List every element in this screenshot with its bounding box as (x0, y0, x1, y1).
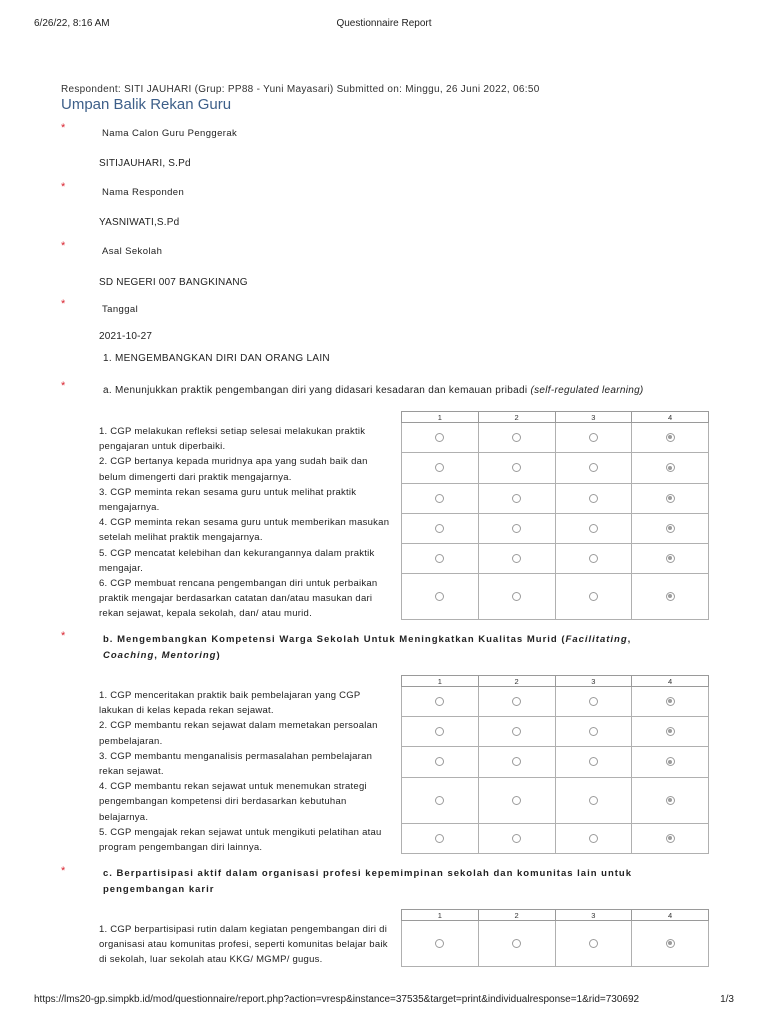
radio-button[interactable] (435, 834, 444, 843)
grid-row (402, 484, 709, 514)
grid-row (402, 824, 709, 854)
radio-button-selected[interactable] (666, 939, 675, 948)
radio-button[interactable] (435, 697, 444, 706)
radio-button[interactable] (512, 727, 521, 736)
list-item: 5. CGP mengajak rekan sejawat untuk mengikuti pelatihan atau (99, 826, 382, 838)
scale-header: 2 (478, 910, 555, 921)
radio-button[interactable] (435, 939, 444, 948)
scale-header: 1 (402, 676, 479, 687)
question-a-title-text: a. Menunjukkan praktik pengembangan diri yang didasari kesadaran dan kemauan pribadi (103, 385, 528, 396)
question-b-facilitating: Facilitating (565, 634, 628, 645)
radio-button[interactable] (435, 433, 444, 442)
list-item: pengembangan kompetensi diri berdasarkan kebutuhan (99, 796, 347, 808)
grid-row (402, 544, 709, 574)
scale-header: 2 (478, 412, 555, 423)
list-item: 5. CGP mencatat kelebihan dan kekurangannya dalam praktik (99, 547, 375, 559)
print-url: https://lms20-gp.simpkb.id/mod/questionnaire/report.php?action=vresp&instance=37535&target=print&individualresponse=1&rid=730692 (34, 994, 640, 1005)
radio-button[interactable] (512, 796, 521, 805)
list-item: belum dimengerti dari praktik mengajarnya. (99, 471, 292, 483)
radio-button[interactable] (435, 757, 444, 766)
radio-button[interactable] (589, 524, 598, 533)
question-c-items (99, 922, 388, 968)
list-item: program pengembangan diri lainnya. (99, 842, 263, 854)
scale-header: 1 (402, 910, 479, 921)
radio-button-selected[interactable] (666, 494, 675, 503)
radio-button[interactable] (512, 757, 521, 766)
question-a-title (103, 385, 644, 396)
form-title: Umpan Balik Rekan Guru (61, 96, 232, 113)
list-item: pengajaran untuk diperbaiki. (99, 441, 226, 453)
grid-row (402, 717, 709, 747)
list-item: 3. CGP meminta rekan sesama guru untuk melihat praktik (99, 486, 357, 498)
radio-button-selected[interactable] (666, 796, 675, 805)
scale-header: 3 (555, 910, 632, 921)
question-c-title-line: c. Berpartisipasi aktif dalam organisasi profesi kepemimpinan sekolah dan komunitas lain untuk (103, 868, 633, 879)
radio-button[interactable] (435, 463, 444, 472)
radio-button[interactable] (435, 592, 444, 601)
required-marker: * (61, 181, 66, 193)
required-marker: * (61, 240, 66, 252)
required-marker: * (61, 865, 66, 877)
radio-button[interactable] (435, 524, 444, 533)
list-item: 6. CGP membuat rencana pengembangan diri untuk perbaikan (99, 578, 378, 590)
radio-button[interactable] (589, 727, 598, 736)
list-item: 2. CGP membantu rekan sejawat dalam memetakan persoalan (99, 720, 378, 732)
grid-row (402, 687, 709, 717)
radio-button[interactable] (589, 592, 598, 601)
question-b-items (99, 688, 382, 855)
required-marker: * (61, 122, 66, 134)
list-item: mengajarnya. (99, 502, 160, 514)
list-item: rekan sejawat. (99, 766, 164, 778)
list-item: 1. CGP melakukan refleksi setiap selesai melakukan praktik (99, 426, 366, 437)
list-item: lakukan di kelas kepada rekan sejawat. (99, 705, 274, 717)
list-item: organisasi atau komunitas profesi, seperti komunitas belajar baik (99, 939, 388, 951)
question-b-title-text: b. Mengembangkan Kompetensi Warga Sekolah Untuk Meningkatkan Kualitas Murid ( (103, 634, 566, 645)
grid-header-row (402, 676, 709, 687)
list-item: 4. CGP meminta rekan sesama guru untuk memberikan masukan (99, 517, 390, 529)
field-label-tanggal: Tanggal (102, 304, 139, 315)
radio-button[interactable] (589, 554, 598, 563)
grid-row (402, 921, 709, 967)
radio-button[interactable] (512, 494, 521, 503)
scale-header: 3 (555, 676, 632, 687)
section-title: 1. MENGEMBANGKAN DIRI DAN ORANG LAIN (103, 353, 330, 364)
radio-button[interactable] (589, 757, 598, 766)
question-b-sep: , (154, 650, 162, 661)
radio-button[interactable] (435, 554, 444, 563)
radio-button-selected[interactable] (666, 697, 675, 706)
list-item: di sekolah, luar sekolah atau KKG/ MGMP/ gugus. (99, 954, 323, 966)
radio-button[interactable] (512, 834, 521, 843)
field-value-tanggal: 2021-10-27 (99, 331, 153, 342)
radio-button[interactable] (589, 834, 598, 843)
list-item: 4. CGP membantu rekan sejawat untuk menemukan strategi (99, 781, 367, 793)
scale-header: 4 (632, 676, 709, 687)
field-label-nama-cgp: Nama Calon Guru Penggerak (102, 128, 238, 139)
question-b-sep: , (627, 634, 632, 645)
rating-grid-a (401, 411, 709, 620)
list-item: 3. CGP membantu menganalisis permasalahan pembelajaran (99, 750, 373, 762)
print-datetime: 6/26/22, 8:16 AM (34, 18, 110, 29)
scale-header: 4 (632, 412, 709, 423)
radio-button[interactable] (435, 494, 444, 503)
grid-row (402, 574, 709, 620)
question-a-items (99, 424, 389, 622)
question-a-title-italic: (self-regulated learning) (530, 385, 644, 396)
scale-header: 1 (402, 412, 479, 423)
list-item: 2. CGP bertanya kepada muridnya apa yang sudah baik dan (99, 456, 368, 468)
respondent-line: Respondent: SITI JAUHARI (Grup: PP88 - Yuni Mayasari) Submitted on: Minggu, 26 Juni 2022, 06:50 (61, 84, 540, 95)
list-item: praktik mengajar berdasarkan catatan dan/atau masukan dari (99, 593, 373, 605)
question-b-coaching: Coaching (103, 650, 155, 661)
required-marker: * (61, 380, 66, 392)
radio-button[interactable] (512, 463, 521, 472)
list-item: mengajar. (99, 562, 143, 574)
radio-button[interactable] (512, 697, 521, 706)
question-b-mentoring: Mentoring (161, 650, 217, 661)
radio-button[interactable] (512, 939, 521, 948)
question-b-title (103, 632, 693, 664)
list-item: 1. CGP berpartisipasi rutin dalam kegiatan pengembangan diri di (99, 924, 388, 935)
scale-header: 4 (632, 910, 709, 921)
radio-button-selected[interactable] (666, 433, 675, 442)
field-label-asal-sekolah: Asal Sekolah (102, 246, 163, 257)
field-value-nama-cgp: SITIJAUHARI, S.Pd (99, 158, 191, 169)
grid-row (402, 423, 709, 453)
grid-header-row (402, 412, 709, 423)
list-item: pembelajaran. (99, 735, 163, 747)
list-item: belajarnya. (99, 811, 149, 823)
radio-button[interactable] (589, 796, 598, 805)
radio-button-selected[interactable] (666, 757, 675, 766)
grid-header-row (402, 910, 709, 921)
scale-header: 2 (478, 676, 555, 687)
list-item: setelah melihat praktik mengajarnya. (99, 532, 263, 544)
radio-button[interactable] (589, 939, 598, 948)
radio-button-selected[interactable] (666, 524, 675, 533)
field-label-nama-responden: Nama Responden (102, 187, 185, 198)
print-title: Questionnaire Report (336, 18, 432, 29)
radio-button[interactable] (589, 494, 598, 503)
question-c-title (103, 866, 693, 898)
radio-button[interactable] (512, 592, 521, 601)
grid-row (402, 453, 709, 484)
required-marker: * (61, 630, 66, 642)
grid-row (402, 747, 709, 778)
required-marker: * (61, 298, 66, 310)
list-item: 1. CGP menceritakan praktik baik pembelajaran yang CGP (99, 690, 361, 701)
field-value-nama-responden: YASNIWATI,S.Pd (99, 217, 180, 228)
radio-button[interactable] (512, 524, 521, 533)
radio-button-selected[interactable] (666, 727, 675, 736)
radio-button-selected[interactable] (666, 554, 675, 563)
radio-button-selected[interactable] (666, 592, 675, 601)
list-item: rekan sejawat, kepala sekolah, dan/ atau murid. (99, 608, 312, 620)
radio-button[interactable] (589, 463, 598, 472)
radio-button[interactable] (512, 433, 521, 442)
rating-grid-b (401, 675, 709, 854)
rating-grid-c (401, 909, 709, 967)
radio-button[interactable] (435, 727, 444, 736)
radio-button[interactable] (435, 796, 444, 805)
radio-button-selected[interactable] (666, 834, 675, 843)
grid-row (402, 514, 709, 544)
radio-button-selected[interactable] (666, 463, 675, 472)
question-b-end: ) (216, 650, 221, 661)
radio-button[interactable] (512, 554, 521, 563)
scale-header: 3 (555, 412, 632, 423)
question-c-title-line: pengembangan karir (103, 884, 215, 895)
radio-button[interactable] (589, 433, 598, 442)
field-value-asal-sekolah: SD NEGERI 007 BANGKINANG (99, 277, 248, 288)
radio-button[interactable] (589, 697, 598, 706)
page-number: 1/3 (720, 994, 734, 1005)
grid-row (402, 778, 709, 824)
